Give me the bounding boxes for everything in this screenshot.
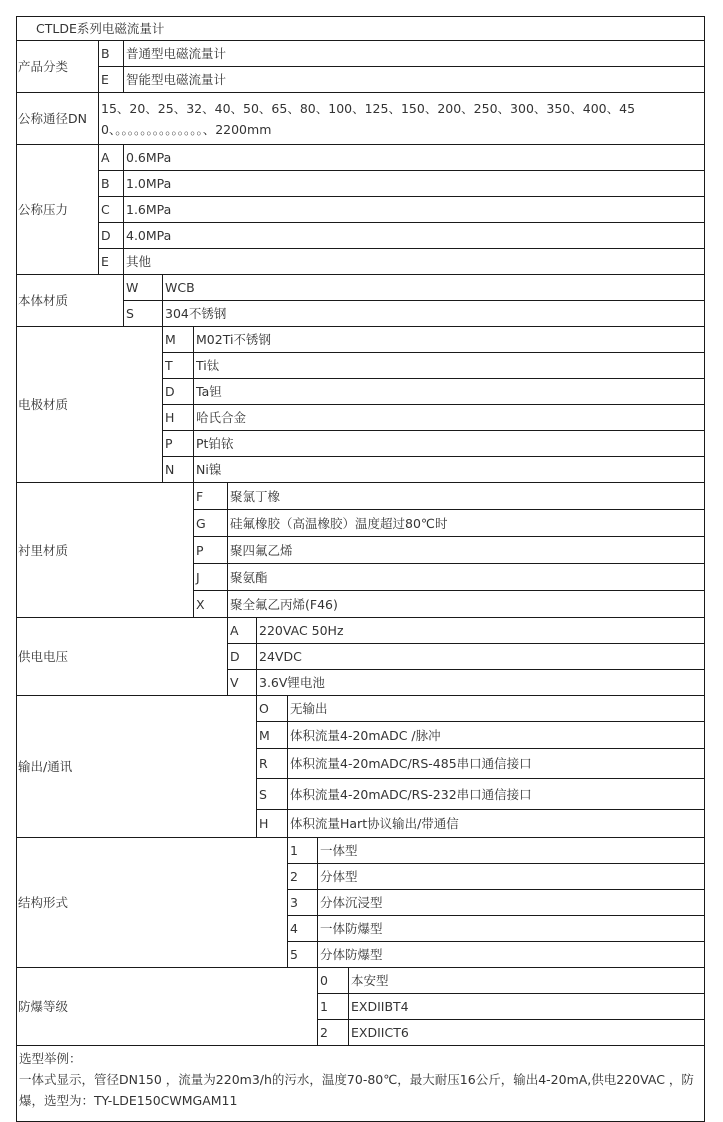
output-code: S [257,779,288,810]
body-material-code: W [124,275,163,301]
structure-desc: 分体型 [318,864,705,890]
output-code: M [257,722,288,749]
dn-label: 公称通径DN [17,93,99,145]
output-desc: 体积流量4-20mADC /脉冲 [288,722,705,749]
product-type-code: B [99,41,124,67]
lining-material-code: F [194,483,228,510]
lining-material-desc: 聚氯丁橡 [228,483,705,510]
structure-desc: 分体防爆型 [318,942,705,968]
body-material-desc: 304不锈钢 [163,301,705,327]
power-row [17,618,705,644]
power-desc: 220VAC 50Hz [257,618,705,644]
electrode-material-code: N [163,457,194,483]
pressure-row [17,145,705,171]
structure-code: 2 [288,864,318,890]
example-text: 一体式显示，管径DN150 ，流量为220m3/h的污水，温度70-80℃，最大耐压16公斤，输出4-20mA,供电220VAC ，防爆，选型为：TY-LDE150CWMGAM11 [19,1072,694,1108]
pressure-code: B [99,171,124,197]
explosion-desc: EXDIICT6 [349,1020,705,1046]
pressure-code: C [99,197,124,223]
output-desc: 体积流量4-20mADC/RS-232串口通信接口 [288,779,705,810]
pressure-label: 公称压力 [17,145,99,275]
pressure-row [17,197,705,223]
explosion-code: 1 [318,994,349,1020]
explosion-code: 0 [318,968,349,994]
product-type-desc: 智能型电磁流量计 [124,67,705,93]
selection-table [16,16,705,1122]
electrode-material-code: P [163,431,194,457]
electrode-material-desc: Ni镍 [194,457,705,483]
electrode-material-code: D [163,379,194,405]
pressure-row [17,223,705,249]
power-code: D [228,644,257,670]
pressure-code: A [99,145,124,171]
lining-material-desc: 聚氨酯 [228,564,705,591]
electrode-material-desc: 哈氏合金 [194,405,705,431]
lining-material-row [17,483,705,510]
body-material-desc: WCB [163,275,705,301]
output-desc: 体积流量Hart协议输出/带通信 [288,810,705,838]
explosion-code: 2 [318,1020,349,1046]
lining-material-code: X [194,591,228,618]
output-code: R [257,749,288,779]
table-title: CTLDE系列电磁流量计 [17,17,705,41]
electrode-material-desc: Ti钛 [194,353,705,379]
explosion-label: 防爆等级 [17,968,318,1046]
dn-row [17,93,705,145]
power-label: 供电电压 [17,618,228,696]
pressure-row [17,171,705,197]
pressure-desc: 4.0MPa [124,223,705,249]
explosion-desc: 本安型 [349,968,705,994]
structure-label: 结构形式 [17,838,288,968]
product-type-desc: 普通型电磁流量计 [124,41,705,67]
structure-desc: 分体沉浸型 [318,890,705,916]
structure-code: 5 [288,942,318,968]
electrode-material-label: 电极材质 [17,327,163,483]
pressure-desc: 0.6MPa [124,145,705,171]
lining-material-code: P [194,537,228,564]
structure-code: 1 [288,838,318,864]
product-type-row [17,41,705,67]
output-code: O [257,696,288,722]
product-type-row [17,67,705,93]
electrode-material-code: H [163,405,194,431]
lining-material-code: J [194,564,228,591]
output-code: H [257,810,288,838]
output-label: 输出/通讯 [17,696,257,838]
electrode-material-row [17,327,705,353]
body-material-row [17,275,705,301]
dn-values: 15、20、25、32、40、50、65、80、100、125、150、200、250、300、350、400、450、。。。。。。。。。。。。。。、2200mm [99,93,705,145]
lining-material-desc: 聚四氟乙烯 [228,537,705,564]
pressure-code: D [99,223,124,249]
output-desc: 无输出 [288,696,705,722]
lining-material-desc: 聚全氟乙丙烯(F46) [228,591,705,618]
electrode-material-code: M [163,327,194,353]
structure-code: 3 [288,890,318,916]
lining-material-code: G [194,510,228,537]
output-row [17,696,705,722]
electrode-material-desc: Pt铂铱 [194,431,705,457]
example-heading: 选型举例： [19,1051,82,1066]
body-material-code: S [124,301,163,327]
structure-desc: 一体防爆型 [318,916,705,942]
power-desc: 24VDC [257,644,705,670]
structure-desc: 一体型 [318,838,705,864]
explosion-row [17,968,705,994]
body-material-label: 本体材质 [17,275,124,327]
electrode-material-desc: M02Ti不锈钢 [194,327,705,353]
lining-material-label: 衬里材质 [17,483,194,618]
title-row [17,17,705,41]
power-code: V [228,670,257,696]
power-desc: 3.6V锂电池 [257,670,705,696]
electrode-material-desc: Ta钽 [194,379,705,405]
output-desc: 体积流量4-20mADC/RS-485串口通信接口 [288,749,705,779]
pressure-desc: 1.6MPa [124,197,705,223]
product-type-label: 产品分类 [17,41,99,93]
pressure-desc: 其他 [124,249,705,275]
pressure-code: E [99,249,124,275]
structure-code: 4 [288,916,318,942]
structure-row [17,838,705,864]
example-cell [17,1046,705,1122]
power-code: A [228,618,257,644]
pressure-desc: 1.0MPa [124,171,705,197]
product-type-code: E [99,67,124,93]
lining-material-desc: 硅氟橡胶（高温橡胶）温度超过80℃时 [228,510,705,537]
explosion-desc: EXDIIBT4 [349,994,705,1020]
example-row [17,1046,705,1122]
electrode-material-code: T [163,353,194,379]
pressure-row [17,249,705,275]
